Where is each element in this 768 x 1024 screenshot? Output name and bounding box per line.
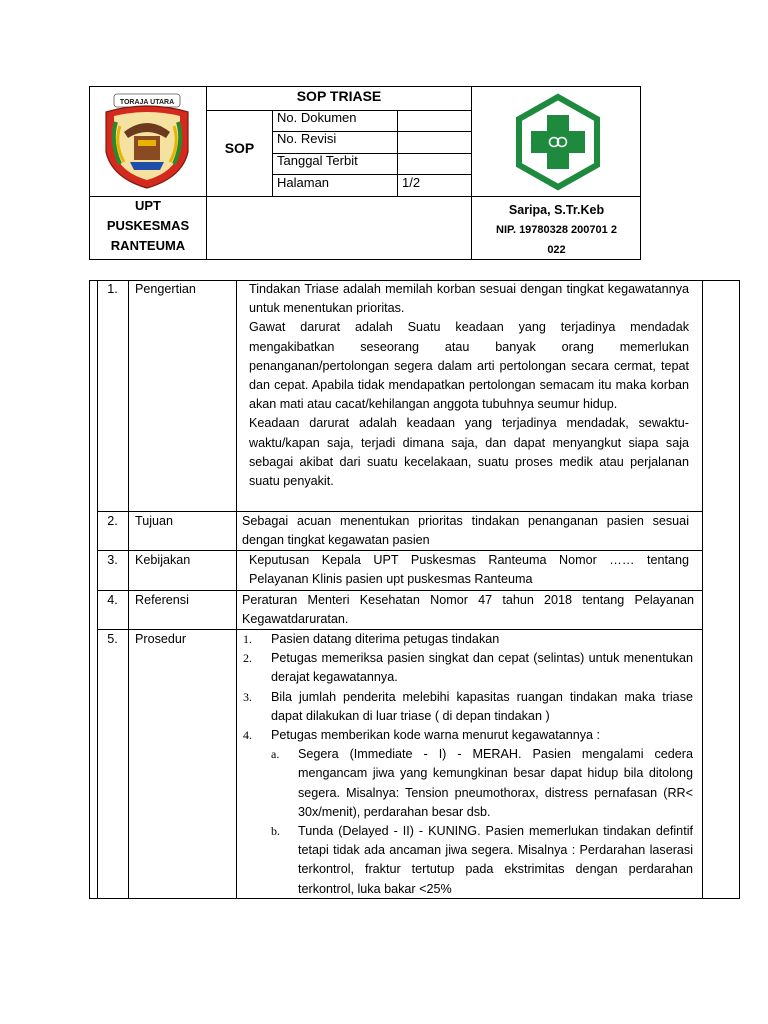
- list-number: 4.: [243, 728, 252, 743]
- section-content: Sebagai acuan menentukan prioritas tindakan penanganan pasien sesuai dengan tingkat kegawatan pasien: [242, 514, 689, 548]
- field-value-halaman: 1/2: [402, 175, 421, 190]
- table-border: [739, 280, 740, 899]
- sub-list-letter: b.: [271, 824, 280, 839]
- list-item: [243, 726, 693, 745]
- sub-list-item: [243, 745, 693, 822]
- list-item: [243, 688, 693, 726]
- paragraph: Keadaan darurat adalah keadaan yang terjadinya mendadak, sewaktu-waktu/kapan saja, terjadi dimana saja, dan dapat menyangkut siapa saja sebagai akibat dari suatu kecelakaan, suatu proses medik atau perjalanan suatu penyakit.: [249, 416, 689, 489]
- signer-name: Saripa, S.Tr.Keb: [508, 203, 605, 217]
- field-label-halaman: Halaman: [277, 175, 330, 190]
- section-label: Tujuan: [135, 514, 174, 528]
- section-number: 2.: [107, 514, 118, 528]
- org-name: [90, 196, 206, 256]
- sub-list-item: [243, 822, 693, 897]
- puskesmas-logo: [509, 93, 607, 191]
- section-label: Prosedur: [135, 632, 187, 646]
- section-content: Peraturan Menteri Kesehatan Nomor 47 tahun 2018 tentang Pelayanan Kegawatdaruratan.: [242, 593, 694, 627]
- list-item: [243, 630, 693, 649]
- section-number: 3.: [107, 553, 118, 567]
- list-text: Pasien datang diterima petugas tindakan: [271, 632, 500, 646]
- section-content: Keputusan Kepala UPT Puskesmas Ranteuma Nomor …… tentang Pelayanan Klinis pasien upt puskesmas Ranteuma: [249, 553, 689, 587]
- org-line: PUSKESMAS: [106, 218, 190, 233]
- signer-nip: 022: [547, 244, 566, 256]
- list-text: Petugas memeriksa pasien singkat dan cepat (selintas) untuk menentukan derajat kegawatannya.: [271, 651, 693, 685]
- sub-list-text: Segera (Immediate - I) - MERAH. Pasien mengalami cedera mengancam jiwa yang kemungkinan besar dapat hidup bila ditolong segera. Misalnya: Tension pneumothorax, distress pernafasan (RR< 30x/menit), perdarahan besar dsb.: [298, 747, 693, 819]
- list-number: 1.: [243, 632, 252, 646]
- sop-label: SOP: [224, 140, 255, 156]
- signer-nip: NIP. 19780328 200701 2: [496, 224, 617, 236]
- sub-list-letter: a.: [271, 747, 280, 762]
- org-line: RANTEUMA: [110, 238, 186, 253]
- org-line: UPT: [135, 198, 161, 213]
- section-label: Pengertian: [135, 282, 196, 296]
- paragraph: Tindakan Triase adalah memilah korban sesuai dengan tingkat kegawatannya untuk menentukan prioritas.: [249, 282, 689, 316]
- section-content: [249, 280, 689, 491]
- table-border: [89, 898, 740, 899]
- paragraph: Gawat darurat adalah Suatu keadaan yang terjadinya mendadak mengakibatkan seseorang atau banyak orang memerlukan penanganan/pertolongan segera dalam arti pertolongan secara cermat, tepat dan cepat. Apabila tidak mendapatkan pertolongan semacam itu maka korban akan mati atau cacat/kehilangan anggota tubuhnya seumur hidup.: [249, 320, 689, 412]
- sub-list-text: Tunda (Delayed - II) - KUNING. Pasien memerlukan tindakan defintif tetapi tidak ada ancaman jiwa segera. Misalnya : Perdarahan laserasi terkontrol, fraktur tertutup pada ekstrimitas dengan perdarahan terkontrol, luka bakar <25%: [298, 824, 693, 896]
- list-number: 3.: [243, 689, 252, 704]
- section-number: 5.: [107, 632, 118, 646]
- section-label: Referensi: [135, 593, 189, 607]
- procedure-list: [243, 630, 693, 897]
- list-item: [243, 649, 693, 687]
- field-label-no-dokumen: No. Dokumen: [277, 110, 357, 125]
- header-divider: [206, 86, 207, 260]
- section-number: 1.: [107, 282, 118, 296]
- list-text: Petugas memberikan kode warna menurut kegawatannya :: [271, 728, 601, 743]
- table-border: [89, 280, 90, 899]
- field-label-no-revisi: No. Revisi: [277, 131, 337, 146]
- list-number: 2.: [243, 651, 252, 666]
- logo-text: TORAJA UTARA: [119, 99, 175, 106]
- signer-block: [472, 200, 641, 260]
- section-number: 4.: [107, 593, 118, 607]
- list-text: Bila jumlah penderita melebihi kapasitas ruangan tindakan maka triase dapat dilakukan di luar triase ( di depan tindakan ): [271, 689, 693, 723]
- page-title: SOP TRIASE: [296, 88, 382, 104]
- field-label-tanggal-terbit: Tanggal Terbit: [277, 153, 358, 168]
- toraja-utara-logo: [100, 92, 194, 190]
- section-label: Kebijakan: [135, 553, 191, 567]
